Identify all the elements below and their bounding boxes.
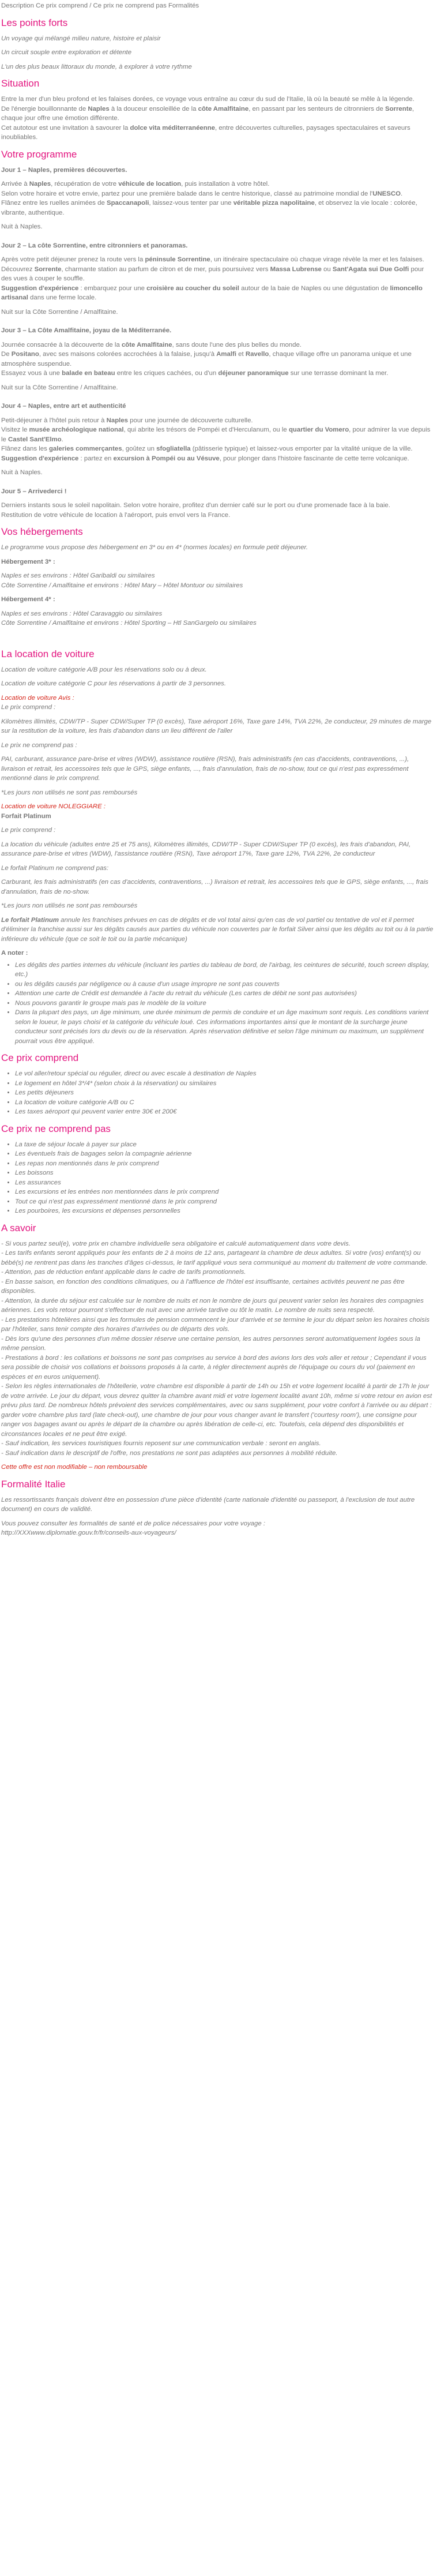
avis-ne-comprend-label: Le prix ne comprend pas : [1, 741, 77, 749]
hebergement-3-line-2: Côte Sorrentine / Amalfitaine et environs : Hôtel Mary – Hôtel Montuor ou similaires [1, 582, 243, 589]
a-savoir-para: - Attention, pas de réduction enfant applicable dans le cadre de tarifs promotionnels. [1, 1269, 246, 1276]
a-noter-title: A noter : [1, 950, 28, 957]
noleggiare-comprend-label: Le prix comprend : [1, 827, 56, 834]
a-savoir-para: - En basse saison, en fonction des conditions climatiques, ou à l'affluence de l'hôtel est insuffisante, certaines activités peuvent ne pas être disponibles. [1, 1278, 405, 1295]
day-3-p1: Journée consacrée à la découverte de la côte Amalfitaine, sans doute l'une des plus belles du monde. [1, 341, 302, 348]
point-fort-3: L'un des plus beaux littoraux du monde, à explorer à votre rythme [1, 63, 192, 70]
prix-ne-comprend-list [1, 1140, 435, 1216]
prix-comprend-title: Ce prix comprend [1, 1052, 79, 1063]
point-fort-2: Un circuit souple entre exploration et détente [1, 49, 132, 56]
hebergement-3-title: Hébergement 3* : [1, 558, 55, 565]
hebergements-title: Vos hébergements [1, 526, 83, 537]
list-item: • Le vol aller/retour spécial ou régulier, direct ou avec escale à destination de Naples [15, 1069, 435, 1079]
day-1-p1: Arrivée à Naples, récupération de votre véhicule de location, puis installation à votre hôtel. [1, 181, 270, 188]
prix-ne-comprend-title: Ce prix ne comprend pas [1, 1123, 111, 1134]
a-noter-item: • Nous pouvons garantir le groupe mais pas le modèle de la voiture [15, 999, 435, 1008]
list-item: • Les excursions et les entrées non mentionnées dans le prix comprend [15, 1187, 435, 1197]
day-4-title: Jour 4 – Naples, entre art et authenticité [1, 403, 126, 410]
list-item: • Les assurances [15, 1178, 435, 1188]
a-savoir-para: - Sauf indication, les services touristiques fournis reposent sur une communication verbale : seront en anglais. [1, 1440, 321, 1447]
day-2-p2: Découvrez Sorrente, charmante station au parfum de citron et de mer, puis poursuivez vers Massa Lubrense ou Sant'Agata sui Due Golfi pour des vues à couper le souffle. [1, 265, 424, 282]
location-p1: Location de voiture catégorie A/B pour les réservations solo ou à deux. [1, 666, 207, 673]
list-item: • Le logement en hôtel 3*/4* (selon choix à la réservation) ou similaires [15, 1079, 435, 1089]
situation-p1: Entre la mer d'un bleu profond et les falaises dorées, ce voyage vous entraîne au cœur du sud de l'Italie, là où la beauté se mêle à la légende. [1, 96, 415, 103]
day-1-p2: Selon votre horaire et votre envie, partez pour une première balade dans le centre historique, classé au patrimoine mondial de l'UNESCO. [1, 190, 403, 197]
day-5-p2: Restitution de votre véhicule de location à l'aéroport, puis envol vers la France. [1, 511, 231, 519]
day-1-title: Jour 1 – Naples, premières découvertes. [1, 166, 127, 174]
list-item: • La location de voiture catégorie A/B ou C [15, 1098, 435, 1108]
points-forts-title: Les points forts [1, 17, 68, 28]
situation-p3: Cet autotour est une invitation à savourer la dolce vita méditerranéenne, entre découvertes culturelles, paysages spectaculaires et saveurs inoubliables. [1, 124, 410, 141]
point-fort-1: Un voyage qui mélangé milieu nature, histoire et plaisir [1, 35, 161, 42]
day-4-p4: Suggestion d'expérience : partez en excursion à Pompéi ou au Vésuve, pour plonger dans l'histoire fascinante de cette terre volcanique. [1, 455, 409, 462]
noleggiare-ne-comprend-text: Carburant, les frais administratifs (en cas d'accidents, contraventions, ...) livraison et retrait, les accessoires tels que le GPS, siège enfants, ..., frais d'annulation, frais de no-show. [1, 879, 428, 895]
a-noter-item: • Les dégâts des parties internes du véhicule (incluant les parties du tableau de bord, de l'airbag, les ceintures de sécurité, touch screen display, etc.) [15, 961, 435, 980]
day-5-p1: Derniers instants sous le soleil napolitain. Selon votre horaire, profitez d'un dernier café sur le port ou d'une promenade face à la baie. [1, 502, 390, 509]
avis-note: *Les jours non utilisés ne sont pas remboursés [1, 789, 138, 796]
formalites-link[interactable]: http://XXXwww.diplomatie.gouv.fr/fr/conseils-aux-voyageurs/ [1, 1529, 176, 1536]
avis-prix-comprend-label: Le prix comprend : [1, 704, 56, 711]
platinum-paragraph: Le forfait Platinum annule les franchises prévues en cas de dégâts et de vol total ainsi qu'en cas de vol partiel ou tentative de vol et il permet d'éliminer la franchise aussi sur les dégâts causés aux parties du véhicule non couvertes par le forfait Silver ainsi que les dégâts au toit ou à la partie inférieure du véhicule (que ce soit le toit ou la partie mécanique) [1, 916, 434, 943]
day-4-p3: Flânez dans les galeries commerçantes, goûtez un sfogliatella (pâtisserie typique) et laissez-vous emporter par la vitalité unique de la ville. [1, 445, 413, 452]
day-3-p2: De Positano, avec ses maisons colorées accrochées à la falaise, jusqu'à Amalfi et Ravello, chaque village offre un panorama unique et une atmosphère suspendue. [1, 351, 412, 368]
a-savoir-para: - Prestations à bord : les collations et boissons ne sont pas comprises au service à bord des avions lors des vols aller et retour ; Cependant il vous sera possible de choisir vos collations et boissons proposés à la carte, à régler directement auprès de l'équipage ou cours du vol (paiement en espèces et en euros uniquement). [1, 1354, 427, 1381]
noleggiare-title: Location de voiture NOLEGGIARE : [1, 803, 106, 810]
formalites-p2: Vous pouvez consulter les formalités de santé et de police nécessaires pour votre voyage : [1, 1520, 265, 1527]
list-item: • Les éventuels frais de bagages selon la compagnie aérienne [15, 1149, 435, 1159]
hebergement-4-line-1: Naples et ses environs : Hôtel Caravaggio ou similaires [1, 610, 163, 617]
list-item: • Les taxes aéroport qui peuvent varier entre 30€ et 200€ [15, 1107, 435, 1117]
noleggiare-comprend-text: La location du véhicule (adultes entre 25 et 75 ans), Kilomètres illimités, CDW/TP - Super CDW/Super TP (0 excès), les frais d'abandon, PAI, assurance pare-brise et vitres (WDW), l'assistance routière (RSN), Taxe aéroport 17%, Taxe gare 12%, TVA 22%, 2e conducteur [1, 841, 411, 857]
day-3-title: Jour 3 – La Côte Amalfitaine, joyau de la Méditerranée. [1, 327, 172, 334]
day-4-p2: Visitez le musée archéologique national, qui abrite les trésors de Pompéi et d'Herculanum, ou le quartier du Vomero, pour admirer la vue depuis le Castel Sant'Elmo. [1, 426, 431, 443]
day-2-p3: Suggestion d'expérience : embarquez pour une croisière au coucher du soleil autour de la baie de Naples ou une dégustation de limoncello artisanal dans une ferme locale. [1, 284, 423, 301]
situation-p2: De l'énergie bouillonnante de Naples à la douceur ensoleillée de la côte Amalfitaine, en passant par les senteurs de citronniers de Sorrente, chaque jour offre une émotion différente. [1, 105, 415, 122]
situation-title: Situation [1, 78, 40, 89]
a-savoir-para: - Dès lors qu'une des personnes d'un même dossier réserve une certaine pension, les autres personnes seront automatiquement logées sous la même pension. [1, 1335, 420, 1352]
avis-prix-comprend-text: Kilomètres illimités, CDW/TP - Super CDW/Super TP (0 excès), Taxe aéroport 16%, Taxe gare 14%, TVA 22%, 2e conducteur, 29 minutes de marge sur la restitution de la voiture, les frais d'abandon dans un lieu différent de l'aller [1, 718, 432, 734]
a-savoir-para: - Les prestations hôtelières ainsi que les formules de pension commencent le jour d'arrivée et se termine le jour du départ selon les horaires choisis par l'hôtelier, sans tenir compte des horaires d'arrivées ou de départs des vols. [1, 1316, 430, 1333]
a-savoir-title: A savoir [1, 1222, 36, 1233]
prix-comprend-list [1, 1069, 435, 1117]
a-noter-item: • Attention une carte de Crédit est demandée à l'acte du retrait du véhicule (Les cartes de débit ne sont pas autorisées) [15, 989, 435, 999]
a-noter-item: • Dans la plupart des pays, un âge minimum, une durée minimum de permis de conduire et un âge maximum sont requis. Les conditions varient selon le loueur, le pays choisi et la catégorie du véhicule loué. Ces informations importantes ainsi que le montant de la surcharge jeune conducteur sont précisés lors du devis ou de la réservation. Après réservation définitive et selon l'âge minimum ou maximum, un supplément pourrait vous être appliqué. [15, 1008, 435, 1046]
location-p2: Location de voiture catégorie C pour les réservations à partir de 3 personnes. [1, 680, 227, 687]
day-1-p3: Flânez entre les ruelles animées de Spaccanapoli, laissez-vous tenter par une véritable pizza napolitaine, et observez la vie locale : colorée, vibrante, authentique. [1, 200, 417, 216]
a-savoir-para: - Selon les règles internationales de l'hôtellerie, votre chambre est disponible à partir de 14h ou 15h et votre logement localité à partir de 17h le jour de votre arrivée. Le jour du départ, vous devrez quitter la chambre avant midi et votre logement localité avant 10h, même si votre retour en avion est prévu plus tard. De nombreux hôtels prévoient des services complémentaires, avec ou sans supplément, pour votre confort à l'arrivée ou au départ : garder votre chambre plus tard (late check-out), une chambre de jour pour vous changer avant le transfert ('courtesy room'), une consigne pour ranger vos bagages avant ou après le départ de la chambre ou après libération de celle-ci, etc. Toutefois, cela dépend des disponibilités et circonstances locales et ne peut être exigé. [1, 1383, 432, 1438]
formalites-p1: Les ressortissants français doivent être en possession d'une pièce d'identité (carte nationale d'identité ou passeport, à l'exclusion de tout autre document) en cours de validité. [1, 1496, 415, 1513]
day-4-night: Nuit à Naples. [1, 469, 43, 476]
a-savoir-para: - Attention, la durée du séjour est calculée sur le nombre de nuits et non le nombre de jours qui peuvent varier selon les horaires des compagnies aériennes. Les vols retour pourront s'effectuer de nuit avec une arrivée tardive ou tôt le matin. Le nombre de nuits sera respecté. [1, 1297, 424, 1314]
list-item: • Les repas non mentionnés dans le prix comprend [15, 1159, 435, 1169]
noleggiare-ne-comprend-label: Le forfait Platinum ne comprend pas: [1, 864, 109, 872]
formalites-title: Formalité Italie [1, 1478, 66, 1490]
a-noter-item: • ou les dégâts causés par négligence ou à cause d'un usage impropre ne sont pas couverts [15, 980, 435, 989]
list-item: • Les petits déjeuners [15, 1088, 435, 1098]
day-4-p1: Petit-déjeuner à l'hôtel puis retour à Naples pour une journée de découverte culturelle. [1, 417, 253, 424]
day-5-title: Jour 5 – Arrivederci ! [1, 488, 67, 495]
noleggiare-subtitle: Forfait Platinum [1, 812, 51, 820]
list-item: • Tout ce qui n'est pas expressément mentionné dans le prix comprend [15, 1197, 435, 1207]
hebergement-4-line-2: Côte Sorrentine / Amalfitaine et environs : Hôtel Sporting – Htl SanGargelo ou similaires [1, 620, 257, 627]
a-savoir-para: - Sauf indication dans le descriptif de l'offre, nos prestations ne sont pas adaptées aux personnes à mobilité réduite. [1, 1449, 338, 1457]
list-item: • Les pourboires, les excursions et dépenses personnelles [15, 1206, 435, 1216]
list-item: • La taxe de séjour locale à payer sur place [15, 1140, 435, 1150]
day-1-night: Nuit à Naples. [1, 223, 43, 230]
day-2-p1: Après votre petit déjeuner prenez la route vers la péninsule Sorrentine, un itinéraire spectaculaire où chaque virage révèle la mer et les falaises. [1, 256, 424, 263]
a-savoir-para: - Si vous partez seul(e), votre prix en chambre individuelle sera obligatoire et calculé automatiquement dans votre devis. [1, 1240, 351, 1247]
intro-line: Description Ce prix comprend / Ce prix ne comprend pas Formalités [1, 2, 199, 9]
hebergements-intro: Le programme vous propose des hébergement en 3* ou en 4* (normes locales) en formule petit déjeuner. [1, 544, 308, 551]
avis-title: Location de voiture Avis : [1, 694, 74, 702]
location-title: La location de voiture [1, 648, 95, 659]
day-2-night: Nuit sur la Côte Sorrentine / Amalfitaine. [1, 308, 118, 316]
hebergement-4-title: Hébergement 4* : [1, 596, 55, 603]
day-3-night: Nuit sur la Côte Sorrentine / Amalfitaine. [1, 384, 118, 391]
noleggiare-note: *Les jours non utilisés ne sont pas remboursés [1, 902, 138, 909]
non-modifiable-warning: Cette offre est non modifiable – non remboursable [1, 1464, 148, 1471]
programme-title: Votre programme [1, 148, 77, 160]
a-savoir-para: - Les tarifs enfants seront appliqués pour les enfants de 2 à moins de 12 ans, partageant la chambre de deux adultes. Si votre (vos) enfant(s) ou bébé(s) ne rentrent pas dans les tranches d'âges ci-dessus, le tarif appliqué vous sera communiqué au moment du traitement de votre commande. [1, 1250, 428, 1266]
avis-ne-comprend-text: PAI, carburant, assurance pare-brise et vitres (WDW), assistance routière (RSN), frais administratifs (en cas d'accidents, contraventions, ...), livraison et retrait, les accessoires tels que le GPS, siège enfants, ..., frais d'annulation, frais de no-show, tout ce qui n'est pas expressément mentionné dans le prix comprend. [1, 756, 409, 782]
list-item: • Les boissons [15, 1168, 435, 1178]
a-noter-list [1, 961, 435, 1047]
day-2-title: Jour 2 – La côte Sorrentine, entre citronniers et panoramas. [1, 242, 188, 249]
hebergement-3-line-1: Naples et ses environs : Hôtel Garibaldi ou similaires [1, 572, 155, 579]
day-3-p3: Essayez vous à une balade en bateau entre les criques cachées, ou d'un déjeuner panoramique sur une terrasse dominant la mer. [1, 370, 389, 377]
